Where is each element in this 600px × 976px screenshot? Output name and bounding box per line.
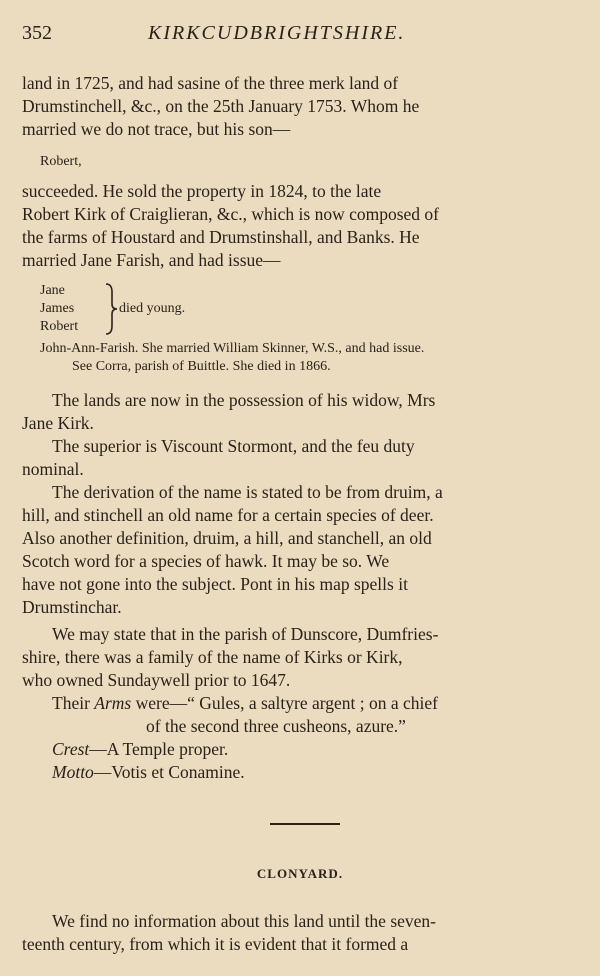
text-line: shire, there was a family of the name of Kirks or Kirk,	[22, 647, 403, 667]
crest-line	[22, 738, 578, 761]
paragraph-possession	[22, 389, 578, 435]
paragraph-clonyard	[22, 910, 578, 956]
text-line: See Corra, parish of Buittle. She died in 1866.	[72, 359, 331, 374]
crest-label: Crest	[52, 739, 90, 759]
page-header	[22, 22, 578, 48]
text-line: Scotch word for a species of hawk. It may be so. We	[22, 551, 390, 571]
arms-line-continued: of the second three cusheons, azure.”	[146, 716, 406, 736]
text-line: The lands are now in the possession of his widow, Mrs	[52, 390, 436, 410]
text-line: the farms of Houstard and Drumstinshall, and Banks. He	[22, 227, 420, 247]
text-line: married we do not trace, but his son—	[22, 119, 291, 139]
running-head: KIRKCUDBRIGHTSHIRE.	[148, 22, 406, 44]
text-line: hill, and stinchell an old name for a certain species of deer.	[22, 505, 434, 525]
brace-icon	[104, 282, 118, 336]
text-line: have not gone into the subject. Pont in his map spells it	[22, 574, 408, 594]
text-line: The derivation of the name is stated to be from druim, a	[52, 482, 443, 502]
genealogy-entry-john-ann	[40, 340, 580, 376]
issue-list	[22, 282, 578, 336]
text-line: Drumstinchell, &c., on the 25th January 1753. Whom he	[22, 96, 420, 116]
text-line: We may state that in the parish of Dunscore, Dumfries-	[52, 624, 439, 644]
paragraph-derivation	[22, 481, 578, 619]
issue-name-jane: Jane	[40, 283, 65, 298]
died-young-label: died young.	[119, 301, 186, 316]
arms-label: Arms	[94, 693, 132, 713]
text-line: We find no information about this land until the seven-	[52, 911, 437, 931]
text-line: married Jane Farish, and had issue—	[22, 250, 281, 270]
issue-name-robert: Robert	[40, 319, 79, 334]
heraldry-block	[22, 692, 578, 784]
motto-line	[22, 761, 578, 784]
page-number: 352	[22, 22, 52, 44]
text-line: land in 1725, and had sasine of the three merk land of	[22, 73, 399, 93]
arms-line	[22, 692, 578, 715]
section-heading: CLONYARD.	[256, 866, 344, 881]
motto-text: —Votis et Conamine.	[93, 762, 245, 782]
text-line: Drumstinchar.	[22, 597, 122, 617]
paragraph-succeeded	[22, 180, 578, 272]
section-divider	[270, 823, 340, 825]
crest-text: —A Temple proper.	[89, 739, 229, 759]
motto-label: Motto	[52, 762, 94, 782]
text-line: Robert Kirk of Craiglieran, &c., which is now composed of	[22, 204, 439, 224]
died-young-group	[22, 282, 578, 336]
text-line: John-Ann-Farish. She married William Skinner, W.S., and had issue.	[40, 341, 425, 356]
text-line: succeeded. He sold the property in 1824, to the late	[22, 181, 382, 201]
arms-text: were—“ Gules, a saltyre argent ; on a chief	[135, 693, 439, 713]
text-line: who owned Sundaywell prior to 1647.	[22, 670, 291, 690]
text-line: Jane Kirk.	[22, 413, 94, 433]
issue-name-james: James	[40, 301, 75, 316]
paragraph-dunscore	[22, 623, 578, 692]
text-line: Also another definition, druim, a hill, and stanchell, an old	[22, 528, 432, 548]
paragraph-sasine	[22, 72, 578, 141]
arms-prefix: Their	[52, 693, 90, 713]
text-line: teenth century, from which it is evident that it formed a	[22, 934, 409, 954]
paragraph-superior	[22, 435, 578, 481]
text-line: nominal.	[22, 459, 84, 479]
genealogy-name: Robert,	[40, 154, 82, 169]
genealogy-entry-robert	[40, 153, 596, 171]
text-line: The superior is Viscount Stormont, and the feu duty	[52, 436, 415, 456]
